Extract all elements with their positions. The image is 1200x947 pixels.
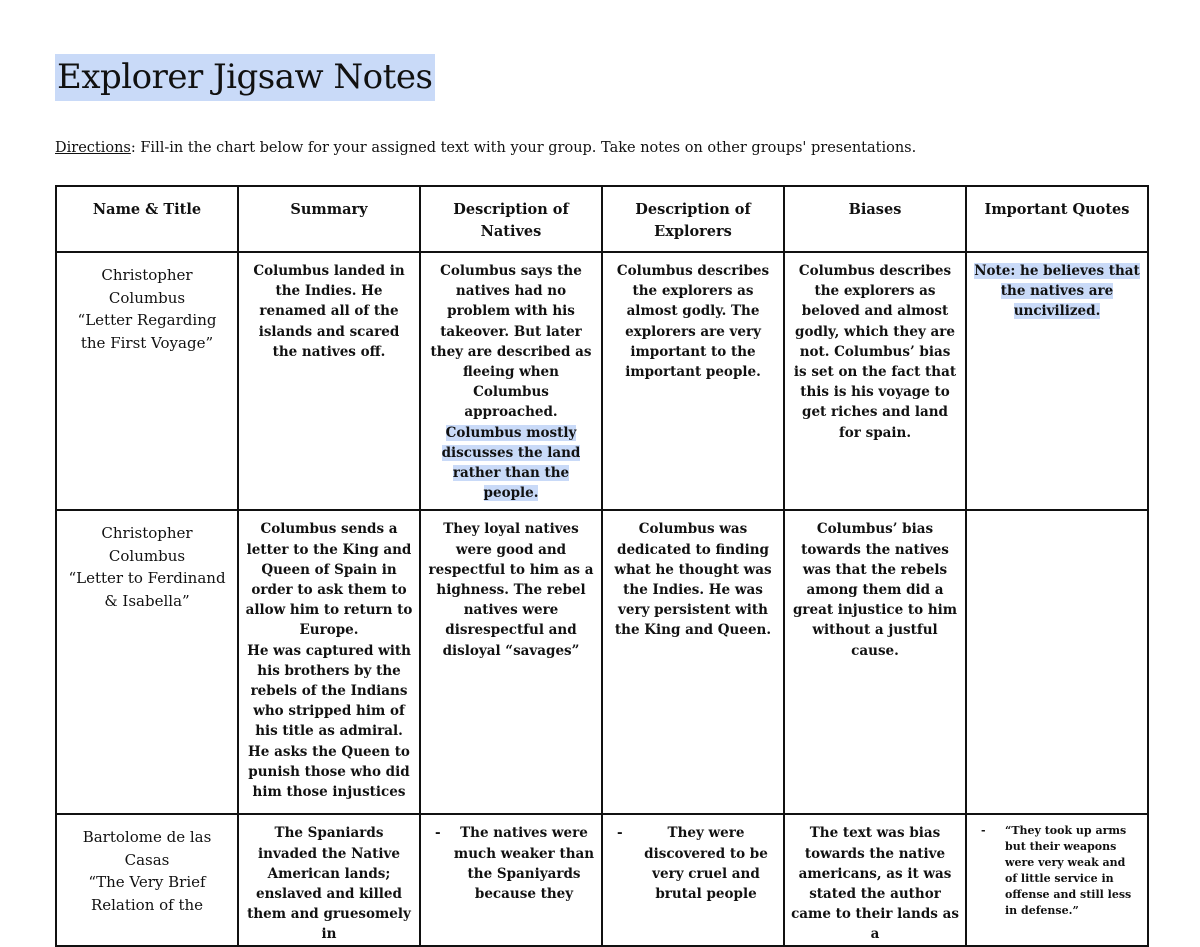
header-description-explorers: Description of Explorers	[602, 186, 784, 252]
list-item	[973, 823, 1141, 919]
header-name-title: Name & Title	[56, 186, 238, 252]
natives-cell	[420, 252, 602, 510]
directions	[55, 138, 916, 158]
header-important-quotes: Important Quotes	[966, 186, 1148, 252]
biases-cell: Columbus’ bias towards the natives was that the rebels among them did a great injustice to him without a justful cause.	[784, 510, 966, 814]
header-row	[56, 186, 1148, 252]
natives-cell	[420, 814, 602, 945]
quote-note-highlight: Note: he believes that the natives are uncivilized.	[974, 263, 1140, 320]
quotes-cell	[966, 510, 1148, 814]
table-row	[56, 510, 1148, 814]
summary-cell: Columbus landed in the Indies. He renamed all of the islands and scared the natives off.	[238, 252, 420, 510]
biases-cell: Columbus describes the explorers as beloved and almost godly, which they are not. Columbus’ bias is set on the fact that this is his voyage to get riches and land for spain.	[784, 252, 966, 510]
header-summary: Summary	[238, 186, 420, 252]
list-item	[427, 823, 595, 904]
quote-text: “They took up arms but their weapons were very weak and of little service in offense and still less in defense.”	[1005, 824, 1132, 918]
quotes-cell	[966, 252, 1148, 510]
summary-cell: The Spaniards invaded the Native American lands; enslaved and killed them and gruesomely in	[238, 814, 420, 945]
explorers-cell: Columbus was dedicated to finding what he thought was the Indies. He was very persistent with the King and Queen.	[602, 510, 784, 814]
natives-text: The natives were much weaker than the Spaniyards because they	[453, 825, 595, 903]
natives-cell: They loyal natives were good and respectful to him as a highness. The rebel natives were disrespectful and disloyal “savages”	[420, 510, 602, 814]
explorers-cell	[602, 814, 784, 945]
name-title-cell: Christopher Columbus “Letter Regarding the First Voyage”	[56, 252, 238, 510]
jigsaw-notes-table	[55, 185, 1149, 947]
quotes-cell	[966, 814, 1148, 945]
directions-text: : Fill-in the chart below for your assigned text with your group. Take notes on other groups' presentations.	[130, 140, 917, 156]
document-title: Explorer Jigsaw Notes	[55, 54, 435, 101]
summary-cell: Columbus sends a letter to the King and Queen of Spain in order to ask them to allow him to return to Europe. He was captured with his brothers by the rebels of the Indians who stripped him of his title as admiral. He asks the Queen to punish those who did him those injustices	[238, 510, 420, 814]
name-title-cell: Christopher Columbus “Letter to Ferdinand & Isabella”	[56, 510, 238, 814]
name-title-cell: Bartolome de las Casas “The Very Brief Relation of the	[56, 814, 238, 945]
header-biases: Biases	[784, 186, 966, 252]
list-item	[609, 823, 777, 904]
explorers-cell: Columbus describes the explorers as almost godly. The explorers are very important to the important people.	[602, 252, 784, 510]
biases-cell: The text was bias towards the native americans, as it was stated the author came to their lands as a	[784, 814, 966, 945]
explorers-text: They were discovered to be very cruel and brutal people	[644, 825, 768, 903]
natives-highlight: Columbus mostly discusses the land rather than the people.	[441, 424, 581, 502]
natives-text: Columbus says the natives had no problem with his takeover. But later they are described as fleeing when Columbus approached.	[430, 263, 592, 421]
bullet-dash: -	[617, 825, 623, 842]
bullet-dash: -	[435, 825, 441, 842]
directions-label: Directions	[55, 140, 131, 156]
header-description-natives: Description of Natives	[420, 186, 602, 252]
table-row	[56, 814, 1148, 945]
bullet-dash: -	[981, 824, 986, 838]
table-row	[56, 252, 1148, 510]
